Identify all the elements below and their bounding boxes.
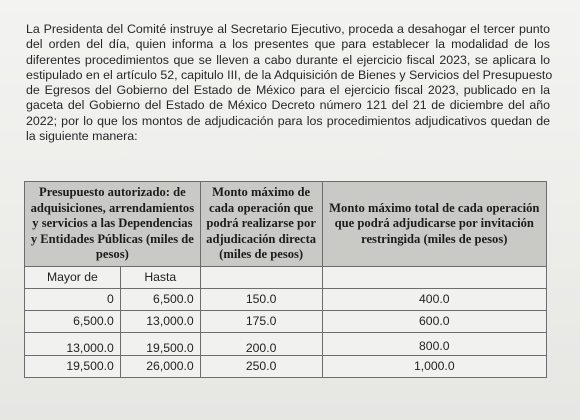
- table-row: [25, 310, 547, 332]
- cell-from: 13,000.0: [25, 332, 121, 355]
- subheader-to: Hasta: [120, 266, 200, 288]
- cell-from: 0: [25, 288, 121, 310]
- subheader-from: Mayor de: [25, 266, 121, 288]
- cell-restricted: 1,000.0: [322, 355, 546, 377]
- paragraph-line: la siguiente manera:: [26, 129, 138, 144]
- cell-restricted: 800.0: [322, 332, 546, 355]
- cell-to: 6,500.0: [120, 288, 200, 310]
- table-subheader-row: [25, 266, 547, 288]
- cell-restricted: 400.0: [322, 288, 546, 310]
- cell-to: 19,500.0: [120, 332, 200, 355]
- header-restricted: Monto máximo total de cada operación que podrá adjudicarse por invitación restringida (miles de pesos): [322, 182, 546, 267]
- cell-direct: 250.0: [200, 355, 322, 377]
- cell-from: 6,500.0: [25, 310, 121, 332]
- paragraph-line: gaceta del Gobierno del Estado de México Decreto número 121 del 21 de diciembre del año: [26, 98, 550, 113]
- table-row: [25, 288, 547, 310]
- subheader-empty: [322, 266, 546, 288]
- cell-to: 26,000.0: [120, 355, 200, 377]
- paragraph-line: del orden del día, quien informa a los presentes que para establecer la modalidad de los: [26, 37, 550, 52]
- table-header-row: [25, 182, 547, 267]
- paragraph-line: de Egresos del Gobierno del Estado de México para el ejercicio fiscal 2023, publicado en la: [26, 83, 550, 98]
- amounts-table: [24, 181, 547, 378]
- cell-direct: 150.0: [200, 288, 322, 310]
- subheader-empty: [200, 266, 322, 288]
- paragraph-line: 2022; por lo que los montos de adjudicación para los procedimientos adjudicativos quedan de: [26, 113, 550, 128]
- cell-direct: 200.0: [200, 332, 322, 355]
- header-direct: Monto máximo de cada operación que podrá realizarse por adjudicación directa (miles de pesos): [200, 182, 322, 267]
- paragraph-line: estipulado en el artículo 52, capitulo III, de la Adquisición de Bienes y Servicios del Presupuesto: [26, 67, 553, 82]
- cell-direct: 175.0: [200, 310, 322, 332]
- cell-restricted: 600.0: [322, 310, 546, 332]
- paragraph-line: diferentes procedimientos que se lleven a cabo durante el ejercicio fiscal 2023, se aplicara lo: [26, 52, 550, 67]
- header-budget: Presupuesto autorizado: de adquisiciones, arrendamientos y servicios a las Dependencias y Entidades Públicas (miles de pesos): [25, 182, 201, 267]
- table-row: [25, 332, 547, 355]
- paragraph-line: La Presidenta del Comité instruye al Secretario Ejecutivo, proceda a desahogar el tercer punto: [26, 22, 550, 36]
- cell-from: 19,500.0: [25, 355, 121, 377]
- cell-to: 13,000.0: [120, 310, 200, 332]
- table-row: [25, 355, 547, 377]
